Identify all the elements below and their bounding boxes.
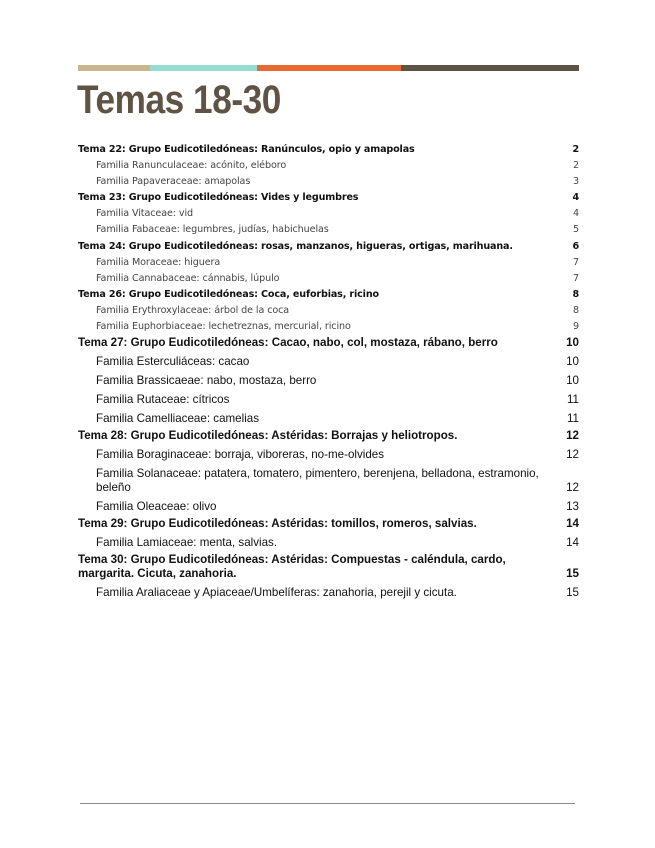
toc-page-number: 3 (572, 176, 579, 188)
toc-entry-title: Familia Moraceae: higuera (96, 256, 221, 268)
toc-page-number: 11 (566, 411, 579, 425)
toc-subentry[interactable] (78, 409, 579, 428)
header-color-bar (78, 65, 579, 71)
toc-entry-title: Tema 28: Grupo Eudicotiledóneas: Astéridas: Borrajas y heliotropos. (78, 429, 458, 443)
toc-entry-title: Familia Esterculiáceas: cacao (96, 354, 250, 368)
toc-entry-title: Tema 29: Grupo Eudicotiledóneas: Astéridas: tomillos, romeros, salvias. (78, 517, 477, 531)
toc-page-number: 5 (572, 224, 579, 236)
toc-page-number: 12 (566, 447, 579, 461)
toc-entry-title: Familia Araliaceae y Apiaceae/Umbelíferas: zanahoria, perejil y cicuta. (96, 585, 457, 599)
toc-entry-title: Tema 27: Grupo Eudicotiledóneas: Cacao, nabo, col, mostaza, rábano, berro (78, 336, 498, 350)
toc-entry-title: Tema 24: Grupo Eudicotiledóneas: rosas, manzanos, higueras, ortigas, marihuana. (78, 240, 513, 252)
toc-entry-title: Familia Camelliaceae: camelias (96, 411, 260, 425)
toc-page-number: 10 (566, 336, 579, 350)
toc-page-number: 10 (566, 354, 579, 368)
toc-page-number: 7 (572, 272, 579, 284)
toc-subentry[interactable] (78, 158, 579, 174)
toc-heading-entry[interactable] (78, 428, 579, 445)
toc-page-number: 8 (572, 288, 579, 300)
toc-page-number: 8 (572, 304, 579, 316)
toc-page-number: 11 (566, 392, 579, 406)
toc-page-number: 13 (566, 499, 579, 513)
page-title: Temas 18-30 (77, 78, 281, 122)
table-of-contents (78, 142, 579, 602)
toc-page-number: 15 (566, 585, 579, 599)
toc-subentry[interactable] (78, 583, 579, 602)
color-segment-orange (257, 65, 401, 71)
footer-divider (80, 803, 575, 804)
toc-entry-title: Familia Erythroxylaceae: árbol de la coca (96, 304, 290, 316)
toc-subentry[interactable] (78, 390, 579, 409)
toc-subentry[interactable] (78, 222, 579, 238)
toc-entry-title: Familia Euphorbiaceae: lechetreznas, mercurial, ricino (96, 321, 351, 333)
toc-page-number: 4 (572, 208, 579, 220)
toc-subentry[interactable] (78, 445, 579, 464)
toc-page-number: 7 (572, 256, 579, 268)
toc-heading-entry[interactable] (78, 552, 579, 583)
toc-page-number: 12 (566, 429, 579, 443)
toc-entry-title: Tema 22: Grupo Eudicotiledóneas: Ranúnculos, opio y amapolas (78, 144, 415, 155)
toc-heading-entry[interactable] (78, 190, 579, 206)
color-segment-brown (401, 65, 579, 71)
toc-entry-title: Familia Solanaceae: patatera, tomatero, pimentero, berenjena, belladona, estramonio, beleño (96, 466, 539, 494)
toc-entry-title: Familia Fabaceae: legumbres, judías, habichuelas (96, 224, 329, 236)
toc-entry-title: Familia Papaveraceae: amapolas (96, 176, 251, 188)
toc-page-number: 2 (572, 144, 579, 155)
toc-entry-title: Familia Oleaceae: olivo (96, 499, 217, 513)
toc-subentry[interactable] (78, 174, 579, 190)
toc-subentry[interactable] (78, 206, 579, 222)
toc-page-number: 10 (566, 373, 579, 387)
toc-subentry[interactable] (78, 464, 579, 497)
toc-page-number: 15 (566, 567, 579, 581)
toc-page-number: 6 (572, 240, 579, 252)
toc-entry-title: Familia Cannabaceae: cánnabis, lúpulo (96, 272, 280, 284)
toc-heading-entry[interactable] (78, 239, 579, 255)
toc-entry-title: Familia Brassicaeae: nabo, mostaza, berro (96, 373, 317, 387)
toc-entry-title: Familia Rutaceae: cítricos (96, 392, 230, 406)
toc-entry-title: Tema 30: Grupo Eudicotiledóneas: Astéridas: Compuestas - caléndula, cardo, margarita. Cicuta, zanahoria. (78, 553, 506, 581)
toc-entry-title: Familia Lamiaceae: menta, salvias. (96, 535, 278, 549)
toc-subentry[interactable] (78, 255, 579, 271)
toc-page-number: 9 (572, 321, 579, 333)
toc-entry-title: Familia Vitaceae: vid (96, 208, 194, 220)
color-segment-tan (78, 65, 150, 71)
toc-page-number: 4 (572, 192, 579, 204)
color-segment-teal (150, 65, 257, 71)
toc-entry-title: Tema 26: Grupo Eudicotiledóneas: Coca, euforbias, ricino (78, 288, 379, 300)
toc-heading-entry[interactable] (78, 516, 579, 533)
toc-entry-title: Familia Boraginaceae: borraja, viboreras, no-me-olvides (96, 447, 385, 461)
toc-heading-entry[interactable] (78, 142, 579, 158)
toc-heading-entry[interactable] (78, 287, 579, 303)
toc-entry-title: Familia Ranunculaceae: acónito, eléboro (96, 160, 287, 172)
toc-page-number: 14 (566, 535, 579, 549)
toc-entry-title: Tema 23: Grupo Eudicotiledóneas: Vides y legumbres (78, 192, 359, 204)
toc-heading-entry[interactable] (78, 335, 579, 352)
toc-page-number: 12 (566, 480, 579, 494)
toc-subentry[interactable] (78, 271, 579, 287)
toc-subentry[interactable] (78, 319, 579, 335)
toc-page-number: 14 (566, 517, 579, 531)
toc-subentry[interactable] (78, 371, 579, 390)
toc-page-number: 2 (572, 160, 579, 172)
toc-subentry[interactable] (78, 352, 579, 371)
toc-subentry[interactable] (78, 303, 579, 319)
toc-subentry[interactable] (78, 497, 579, 516)
toc-subentry[interactable] (78, 533, 579, 552)
